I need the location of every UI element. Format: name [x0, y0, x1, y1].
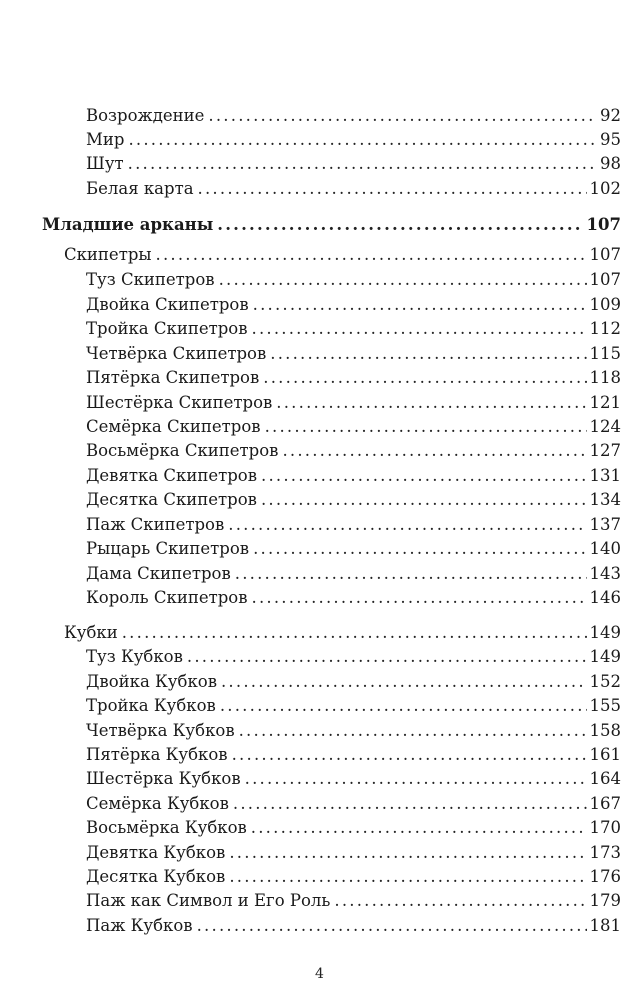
- toc-subsection-entry: [64, 243, 621, 267]
- toc-entry: [86, 317, 621, 341]
- toc-entry-title: Король Скипетров: [86, 588, 248, 607]
- toc-entry: [86, 645, 621, 669]
- toc-entry: [86, 439, 621, 463]
- toc-entry-title: Паж как Символ и Его Роль: [86, 891, 331, 910]
- toc-entry: [86, 767, 621, 791]
- toc-entry-title: Девятка Скипетров: [86, 466, 258, 485]
- dot-leader: [220, 694, 587, 718]
- toc-entry-title: Шут: [86, 154, 124, 173]
- toc-entry-page-number: 115: [589, 344, 621, 363]
- dot-leader: [229, 841, 586, 865]
- dot-leader: [263, 366, 586, 390]
- toc-entry: [86, 342, 621, 366]
- toc-entry: [86, 128, 621, 152]
- dot-leader: [261, 488, 587, 512]
- toc-entry: [86, 464, 621, 488]
- dot-leader: [128, 152, 597, 176]
- toc-entry-title: Восьмёрка Кубков: [86, 818, 247, 837]
- toc-entry: [86, 743, 621, 767]
- dot-leader: [208, 104, 597, 128]
- toc-entry-title: Тройка Скипетров: [86, 319, 248, 338]
- toc-entry: [86, 841, 621, 865]
- toc-entry-page-number: 176: [589, 867, 621, 886]
- toc-entry: [86, 719, 621, 743]
- toc-entry-title: Семёрка Скипетров: [86, 417, 261, 436]
- toc-entry: [86, 914, 621, 938]
- dot-leader: [276, 391, 586, 415]
- dot-leader: [228, 513, 586, 537]
- toc-entry-title: Кубки: [64, 623, 118, 642]
- toc-entry-page-number: 179: [589, 891, 621, 910]
- toc-entry-page-number: 152: [589, 672, 621, 691]
- dot-leader: [187, 645, 587, 669]
- dot-leader: [253, 293, 587, 317]
- toc-entry-page-number: 121: [589, 393, 621, 412]
- toc-entry: [86, 152, 621, 176]
- toc-entry-title: Паж Кубков: [86, 916, 193, 935]
- toc-entry-page-number: 107: [589, 270, 621, 289]
- toc-entry-title: Шестёрка Кубков: [86, 769, 241, 788]
- toc-entry-title: Скипетры: [64, 245, 152, 264]
- dot-leader: [251, 816, 587, 840]
- toc-entry: [86, 537, 621, 561]
- toc-entry-page-number: 131: [589, 466, 621, 485]
- dot-leader: [253, 537, 586, 561]
- toc-entry-page-number: 107: [589, 245, 621, 264]
- dot-leader: [282, 439, 586, 463]
- toc-entry-title: Шестёрка Скипетров: [86, 393, 273, 412]
- toc-entry-page-number: 124: [589, 417, 621, 436]
- toc-entry-title: Паж Скипетров: [86, 515, 225, 534]
- toc-entry-page-number: 149: [589, 647, 621, 666]
- toc-entry-page-number: 155: [589, 696, 621, 715]
- toc-entry-page-number: 149: [589, 623, 621, 642]
- toc-entry-title: Возрождение: [86, 106, 205, 125]
- dot-leader: [156, 243, 587, 267]
- dot-leader: [252, 586, 587, 610]
- toc-entry: [86, 792, 621, 816]
- toc-entry-title: Мир: [86, 130, 125, 149]
- dot-leader: [261, 464, 586, 488]
- dot-leader: [217, 213, 583, 237]
- toc-entry-page-number: 161: [589, 745, 621, 764]
- toc-entry-page-number: 167: [589, 794, 621, 813]
- dot-leader: [128, 128, 597, 152]
- toc-entry-title: Туз Кубков: [86, 647, 183, 666]
- toc-entry-title: Четвёрка Кубков: [86, 721, 235, 740]
- toc-entry: [86, 415, 621, 439]
- dot-leader: [232, 743, 587, 767]
- dot-leader: [252, 317, 587, 341]
- toc-entry-page-number: 98: [600, 154, 621, 173]
- toc-entry-page-number: 140: [589, 539, 621, 558]
- dot-leader: [233, 792, 587, 816]
- toc-entry-page-number: 173: [589, 843, 621, 862]
- toc-entry-page-number: 109: [589, 295, 621, 314]
- toc-entry-page-number: 137: [589, 515, 621, 534]
- toc-entry-page-number: 146: [589, 588, 621, 607]
- toc-entry: [86, 586, 621, 610]
- toc-entry-title: Младшие арканы: [42, 215, 214, 234]
- toc-entry: [86, 293, 621, 317]
- toc-entry-title: Тройка Кубков: [86, 696, 216, 715]
- toc-entry-page-number: 102: [589, 179, 621, 198]
- dot-leader: [122, 621, 587, 645]
- toc-entry: [86, 670, 621, 694]
- toc-entry-page-number: 112: [589, 319, 621, 338]
- toc-entry: [86, 513, 621, 537]
- toc-entry-page-number: 134: [589, 490, 621, 509]
- toc-entry: [86, 562, 621, 586]
- toc-entry-page-number: 127: [589, 441, 621, 460]
- toc-subsection-entry: [64, 621, 621, 645]
- dot-leader: [245, 767, 587, 791]
- toc-entry-title: Десятка Скипетров: [86, 490, 257, 509]
- toc-entry: [86, 488, 621, 512]
- dot-leader: [229, 865, 586, 889]
- toc-entry-page-number: 143: [589, 564, 621, 583]
- toc-entry: [86, 391, 621, 415]
- toc-entry: [86, 865, 621, 889]
- dot-leader: [270, 342, 586, 366]
- toc-entry: [86, 104, 621, 128]
- dot-leader: [198, 177, 587, 201]
- toc-entry-page-number: 164: [589, 769, 621, 788]
- toc-entry: [86, 694, 621, 718]
- toc-entry-title: Дама Скипетров: [86, 564, 231, 583]
- toc-entry-title: Двойка Кубков: [86, 672, 217, 691]
- toc-entry-page-number: 92: [600, 106, 621, 125]
- toc-entry-page-number: 158: [589, 721, 621, 740]
- toc-entry-page-number: 118: [589, 368, 621, 387]
- dot-leader: [219, 268, 587, 292]
- toc-entry-title: Пятёрка Скипетров: [86, 368, 260, 387]
- toc-section-entry: [42, 213, 621, 237]
- toc-entry-title: Семёрка Кубков: [86, 794, 229, 813]
- toc-entry: [86, 366, 621, 390]
- dot-leader: [239, 719, 587, 743]
- dot-leader: [221, 670, 587, 694]
- toc-entry-title: Белая карта: [86, 179, 194, 198]
- toc-entry-title: Туз Скипетров: [86, 270, 215, 289]
- toc-entry-title: Восьмёрка Скипетров: [86, 441, 279, 460]
- toc-entry-title: Пятёрка Кубков: [86, 745, 228, 764]
- dot-leader: [235, 562, 587, 586]
- toc-entry-title: Рыцарь Скипетров: [86, 539, 250, 558]
- toc-entry-title: Десятка Кубков: [86, 867, 226, 886]
- toc-entry-title: Двойка Скипетров: [86, 295, 249, 314]
- toc-entry-page-number: 181: [589, 916, 621, 935]
- toc-entry: [86, 889, 621, 913]
- toc-entry-page-number: 107: [586, 215, 621, 234]
- dot-leader: [197, 914, 587, 938]
- toc-entry-page-number: 170: [589, 818, 621, 837]
- toc-entry-title: Четвёрка Скипетров: [86, 344, 267, 363]
- toc-entry: [86, 177, 621, 201]
- toc-entry: [86, 268, 621, 292]
- toc-entry-page-number: 95: [600, 130, 621, 149]
- toc-entry: [86, 816, 621, 840]
- dot-leader: [334, 889, 586, 913]
- toc-entry-title: Девятка Кубков: [86, 843, 226, 862]
- dot-leader: [265, 415, 587, 439]
- page-number: 4: [315, 966, 324, 982]
